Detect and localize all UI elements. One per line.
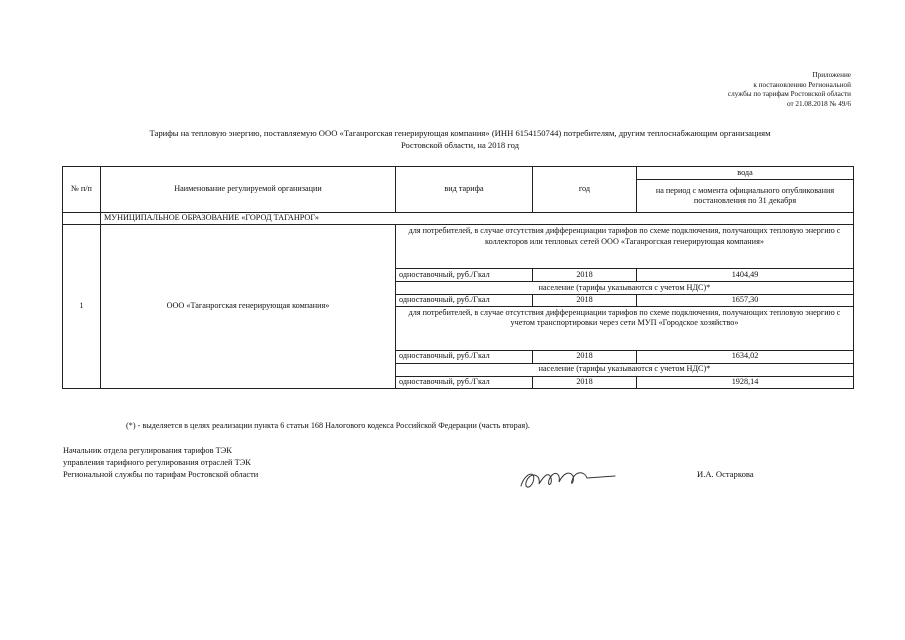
group1-population-value: 1657,30 <box>637 295 854 307</box>
municipality-num-cell <box>63 213 101 225</box>
signatory-line-1: Начальник отдела регулирования тарифов ТЭК <box>63 446 232 455</box>
group2-population-label: население (тарифы указываются с учетом НДС)* <box>396 363 854 376</box>
annex-header <box>591 71 851 109</box>
annex-line-4: от 21.08.2018 № 49/6 <box>786 99 851 108</box>
group2-description: для потребителей, в случае отсутствия дифференциации тарифов по схеме подключения, получающих тепловую энергию с учетом транспортировки через сети МУП «Городское хозяйство» <box>396 306 854 350</box>
organization-name: ООО «Таганрогская генерирующая компания» <box>101 225 396 389</box>
group1-tariff-type: одноставочный, руб./Гкал <box>396 269 533 282</box>
group2-tariff-type: одноставочный, руб./Гкал <box>396 350 533 363</box>
group1-population-year: 2018 <box>533 295 637 307</box>
signatory-block <box>63 445 258 481</box>
row-number: 1 <box>63 225 101 389</box>
group1-population-label: население (тарифы указываются с учетом НДС)* <box>396 282 854 295</box>
header-year: год <box>533 167 637 213</box>
header-water: вода <box>637 167 854 180</box>
group1-year: 2018 <box>533 269 637 282</box>
annex-line-2: к постановлению Региональной <box>753 80 851 89</box>
signatory-line-3: Региональной службы по тарифам Ростовской области <box>63 470 259 479</box>
header-tariff-type: вид тарифа <box>396 167 533 213</box>
handwritten-signature <box>515 464 625 499</box>
header-num: № п/п <box>63 167 101 213</box>
annex-line-3: службы по тарифам Ростовской области <box>727 90 851 99</box>
footnote: (*) - выделяется в целях реализации пункта 6 статьи 168 Налогового кодекса Российской Федерации (часть вторая). <box>126 421 530 430</box>
group2-value: 1634,02 <box>637 350 854 363</box>
title-line-1: Тарифы на тепловую энергию, поставляемую ООО «Таганрогская генерирующая компания» (ИНН 6154150744) потребителям, другим теплоснабжающим организациям <box>149 128 771 138</box>
group2-year: 2018 <box>533 350 637 363</box>
header-org: Наименование регулируемой организации <box>101 167 396 213</box>
municipality-label: МУНИЦИПАЛЬНОЕ ОБРАЗОВАНИЕ «ГОРОД ТАГАНРОГ» <box>101 213 854 225</box>
signatory-line-2: управления тарифного регулирования отраслей ТЭК <box>63 458 251 467</box>
group1-population-tariff-type: одноставочный, руб./Гкал <box>396 295 533 307</box>
signatory-name: И.А. Остаркова <box>697 469 754 479</box>
group1-description: для потребителей, в случае отсутствия дифференциации тарифов по схеме подключения, получающих тепловую энергию с коллекторов или тепловых сетей ООО «Таганрогская генерирующая компания» <box>396 225 854 269</box>
document-title <box>60 127 860 151</box>
annex-line-1: Приложение <box>812 71 851 79</box>
group2-population-tariff-type: одноставочный, руб./Гкал <box>396 376 533 388</box>
header-period: на период с момента официального опубликования постановления по 31 декабря <box>637 180 854 213</box>
group2-population-value: 1928,14 <box>637 376 854 388</box>
title-line-2: Ростовской области, на 2018 год <box>400 140 520 150</box>
group2-population-year: 2018 <box>533 376 637 388</box>
group1-value: 1404,49 <box>637 269 854 282</box>
tariff-table <box>62 166 854 389</box>
